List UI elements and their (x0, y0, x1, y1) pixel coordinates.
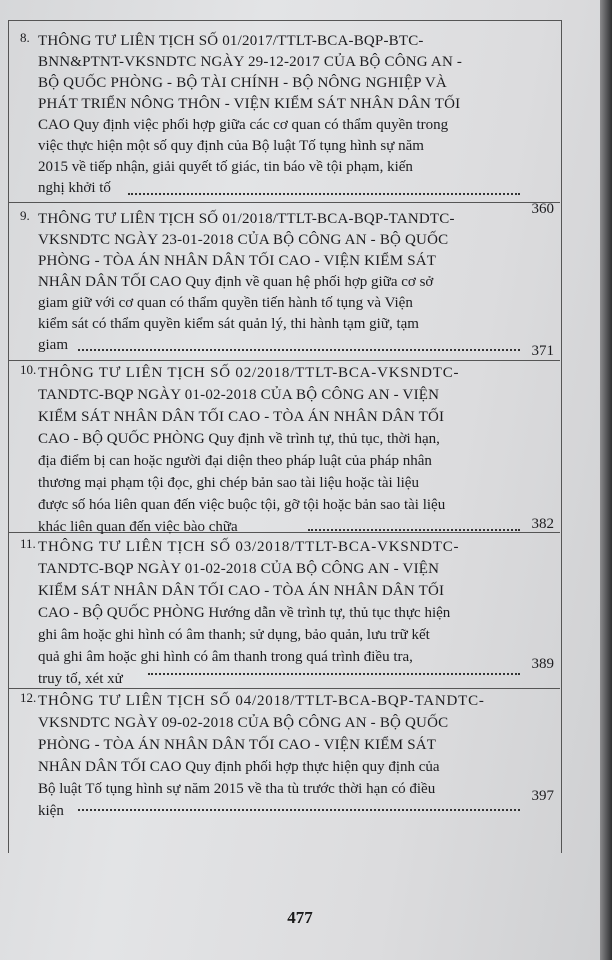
entry-line: quả ghi âm hoặc ghi hình có âm thanh trong quá trình điều tra, (38, 649, 413, 665)
entry-line: địa điểm bị can hoặc người đại diện theo pháp luật của pháp nhân (38, 453, 432, 469)
page-ref: 397 (531, 788, 554, 804)
leader-dots (128, 192, 520, 195)
page-number: 477 (287, 908, 313, 927)
entry-number: 11. (20, 536, 36, 551)
entry-line: THÔNG TƯ LIÊN TỊCH SỐ 01/2017/TTLT-BCA-BQP-BTC- (38, 33, 424, 49)
row-divider (8, 360, 560, 361)
entry-line: thương mại phạm tội đọc, ghi chép bản sao tài liệu hoặc tài liệu (38, 475, 419, 491)
entry-line: BỘ QUỐC PHÒNG - BỘ TÀI CHÍNH - BỘ NÔNG NGHIỆP VÀ (38, 75, 447, 91)
entry-line: khác liên quan đến việc bào chữa (38, 519, 238, 535)
entry-line: TANDTC-BQP NGÀY 01-02-2018 CỦA BỘ CÔNG AN - VIỆN (38, 387, 440, 403)
entry-line: được số hóa liên quan đến việc buộc tội, gỡ tội hoặc bản sao tài liệu (38, 497, 446, 513)
entry-line: kiểm sát có thẩm quyền kiểm sát quản lý, thi hành tạm giữ, tạm (38, 316, 419, 332)
entry-line: nghị khởi tố (38, 180, 111, 196)
entry-number: 8. (20, 30, 30, 45)
entry-line: PHÒNG - TÒA ÁN NHÂN DÂN TỐI CAO - VIỆN KIỂM SÁT (38, 737, 437, 753)
entry-line: giam giữ với cơ quan có thẩm quyền tiến hành tố tụng và Viện (38, 295, 413, 311)
entry-number: 12. (20, 690, 37, 705)
entry-line: CAO - BỘ QUỐC PHÒNG Hướng dẫn về trình tự, thủ tục thực hiện (38, 605, 451, 621)
leader-dots (148, 672, 520, 675)
entry-number: 9. (20, 208, 30, 223)
entry-line: ghi âm hoặc ghi hình có âm thanh; sử dụng, bảo quản, lưu trữ kết (38, 627, 430, 643)
entry-line: CAO - BỘ QUỐC PHÒNG Quy định về trình tự, thủ tục, thời hạn, (38, 431, 440, 447)
leader-dots (78, 348, 520, 351)
entry-line: THÔNG TƯ LIÊN TỊCH SỐ 04/2018/TTLT-BCA-BQP-TANDTC- (38, 693, 485, 709)
entry-line: KIỂM SÁT NHÂN DÂN TỐI CAO - TÒA ÁN NHÂN DÂN TỐI (38, 409, 445, 425)
entry-line: THÔNG TƯ LIÊN TỊCH SỐ 02/2018/TTLT-BCA-VKSNDTC- (38, 365, 460, 381)
entry-line: 2015 về tiếp nhận, giải quyết tố giác, tin báo về tội phạm, kiến (38, 159, 413, 175)
entry-line: THÔNG TƯ LIÊN TỊCH SỐ 01/2018/TTLT-BCA-BQP-TANDTC- (38, 211, 455, 227)
page-ref: 382 (531, 516, 554, 532)
entry-line: CAO Quy định việc phối hợp giữa các cơ quan có thẩm quyền trong (38, 117, 449, 133)
entry-line: TANDTC-BQP NGÀY 01-02-2018 CỦA BỘ CÔNG AN - VIỆN (38, 561, 440, 577)
leader-dots (78, 808, 520, 811)
row-divider (8, 202, 560, 203)
entry-line: kiện (38, 803, 64, 819)
entry-line: PHÁT TRIỂN NÔNG THÔN - VIỆN KIỂM SÁT NHÂN DÂN TỐI (38, 96, 461, 112)
entry-line: BNN&PTNT-VKSNDTC NGÀY 29-12-2017 CỦA BỘ CÔNG AN - (38, 54, 463, 70)
entry-line: THÔNG TƯ LIÊN TỊCH SỐ 03/2018/TTLT-BCA-VKSNDTC- (38, 539, 460, 555)
entry-line: NHÂN DÂN TỐI CAO Quy định về quan hệ phối hợp giữa cơ sở (38, 274, 434, 290)
entry-line: VKSNDTC NGÀY 23-01-2018 CỦA BỘ CÔNG AN - BỘ QUỐC (38, 232, 449, 248)
entry-line: KIỂM SÁT NHÂN DÂN TỐI CAO - TÒA ÁN NHÂN DÂN TỐI (38, 583, 445, 599)
entry-line: truy tố, xét xử (38, 671, 123, 687)
entry-line: việc thực hiện một số quy định của Bộ luật Tố tụng hình sự năm (38, 138, 424, 154)
page-ref: 389 (531, 656, 554, 672)
entry-line: Bộ luật Tố tụng hình sự năm 2015 về tha tù trước thời hạn có điều (38, 781, 436, 797)
page-edge-shadow (600, 0, 612, 960)
entry-line: giam (38, 337, 68, 353)
leader-dots (308, 528, 520, 531)
entry-number: 10. (20, 362, 37, 377)
entry-line: PHÒNG - TÒA ÁN NHÂN DÂN TỐI CAO - VIỆN KIỂM SÁT (38, 253, 437, 269)
page-ref: 360 (531, 201, 554, 217)
entry-line: VKSNDTC NGÀY 09-02-2018 CỦA BỘ CÔNG AN - BỘ QUỐC (38, 715, 449, 731)
entry-line: NHÂN DÂN TỐI CAO Quy định phối hợp thực hiện quy định của (38, 759, 440, 775)
page-ref: 371 (531, 343, 554, 359)
